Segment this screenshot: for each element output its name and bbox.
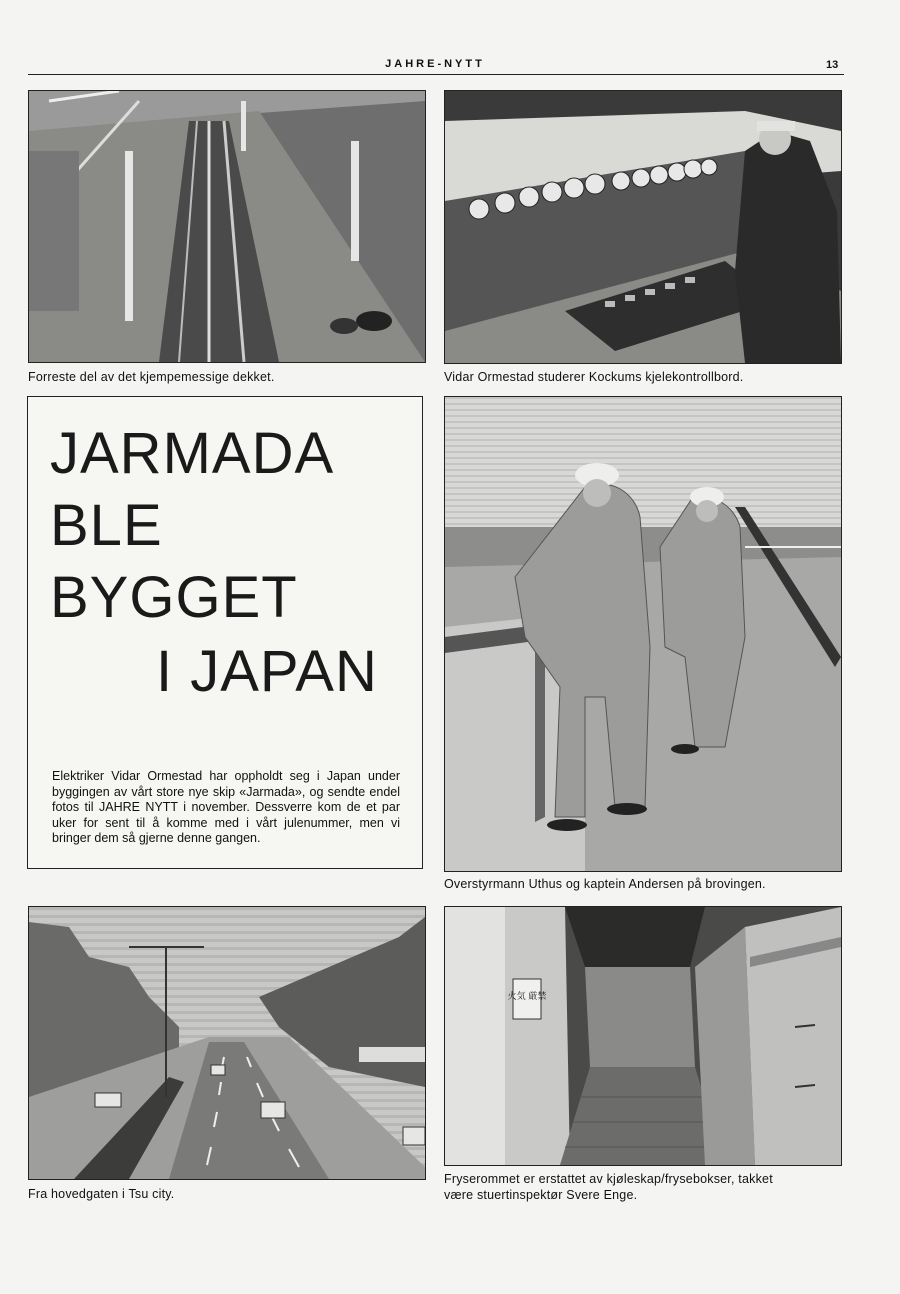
headline-line-4: I JAPAN: [156, 639, 378, 704]
caption-freezer: Fryserommet er erstattet av kjøleskap/frysebokser, takket være stuertinspektør Svere Enge.: [444, 1172, 773, 1202]
caption-bridge-wing: Overstyrmann Uthus og kaptein Andersen på brovingen.: [444, 877, 766, 891]
page-number: 13: [826, 59, 839, 71]
caption-deck: Forreste del av det kjempemessige dekket.: [28, 370, 275, 384]
photo-bridge-wing: [444, 396, 842, 872]
article-box: [27, 396, 423, 869]
caption-tsu-city: Fra hovedgaten i Tsu city.: [28, 1187, 175, 1201]
headline-line-1: JARMADA: [50, 421, 335, 486]
headline-line-3: BYGGET: [50, 565, 298, 630]
headline-line-2: BLE: [50, 493, 163, 558]
caption-control-board: Vidar Ormestad studerer Kockums kjelekontrollbord.: [444, 370, 744, 384]
photo-freezer-room: [444, 906, 842, 1166]
article-body: Elektriker Vidar Ormestad har oppholdt seg i Japan under byggingen av vårt store nye skip «Jarmada», og sendte endel fotos til JAHRE NYTT i november. Dessverre kom de et par uker for sent til å komme med i vårt julenummer, men vi bringer dem så gjerne denne gangen.: [52, 769, 400, 845]
photo-tanker-deck: [28, 90, 426, 363]
header-rule: [28, 74, 844, 75]
magazine-title: JAHRE-NYTT: [385, 58, 485, 70]
photo-tsu-city: [28, 906, 426, 1180]
photo-control-board: [444, 90, 842, 364]
freezer-sign-text: 火気 厳禁: [507, 992, 547, 1002]
